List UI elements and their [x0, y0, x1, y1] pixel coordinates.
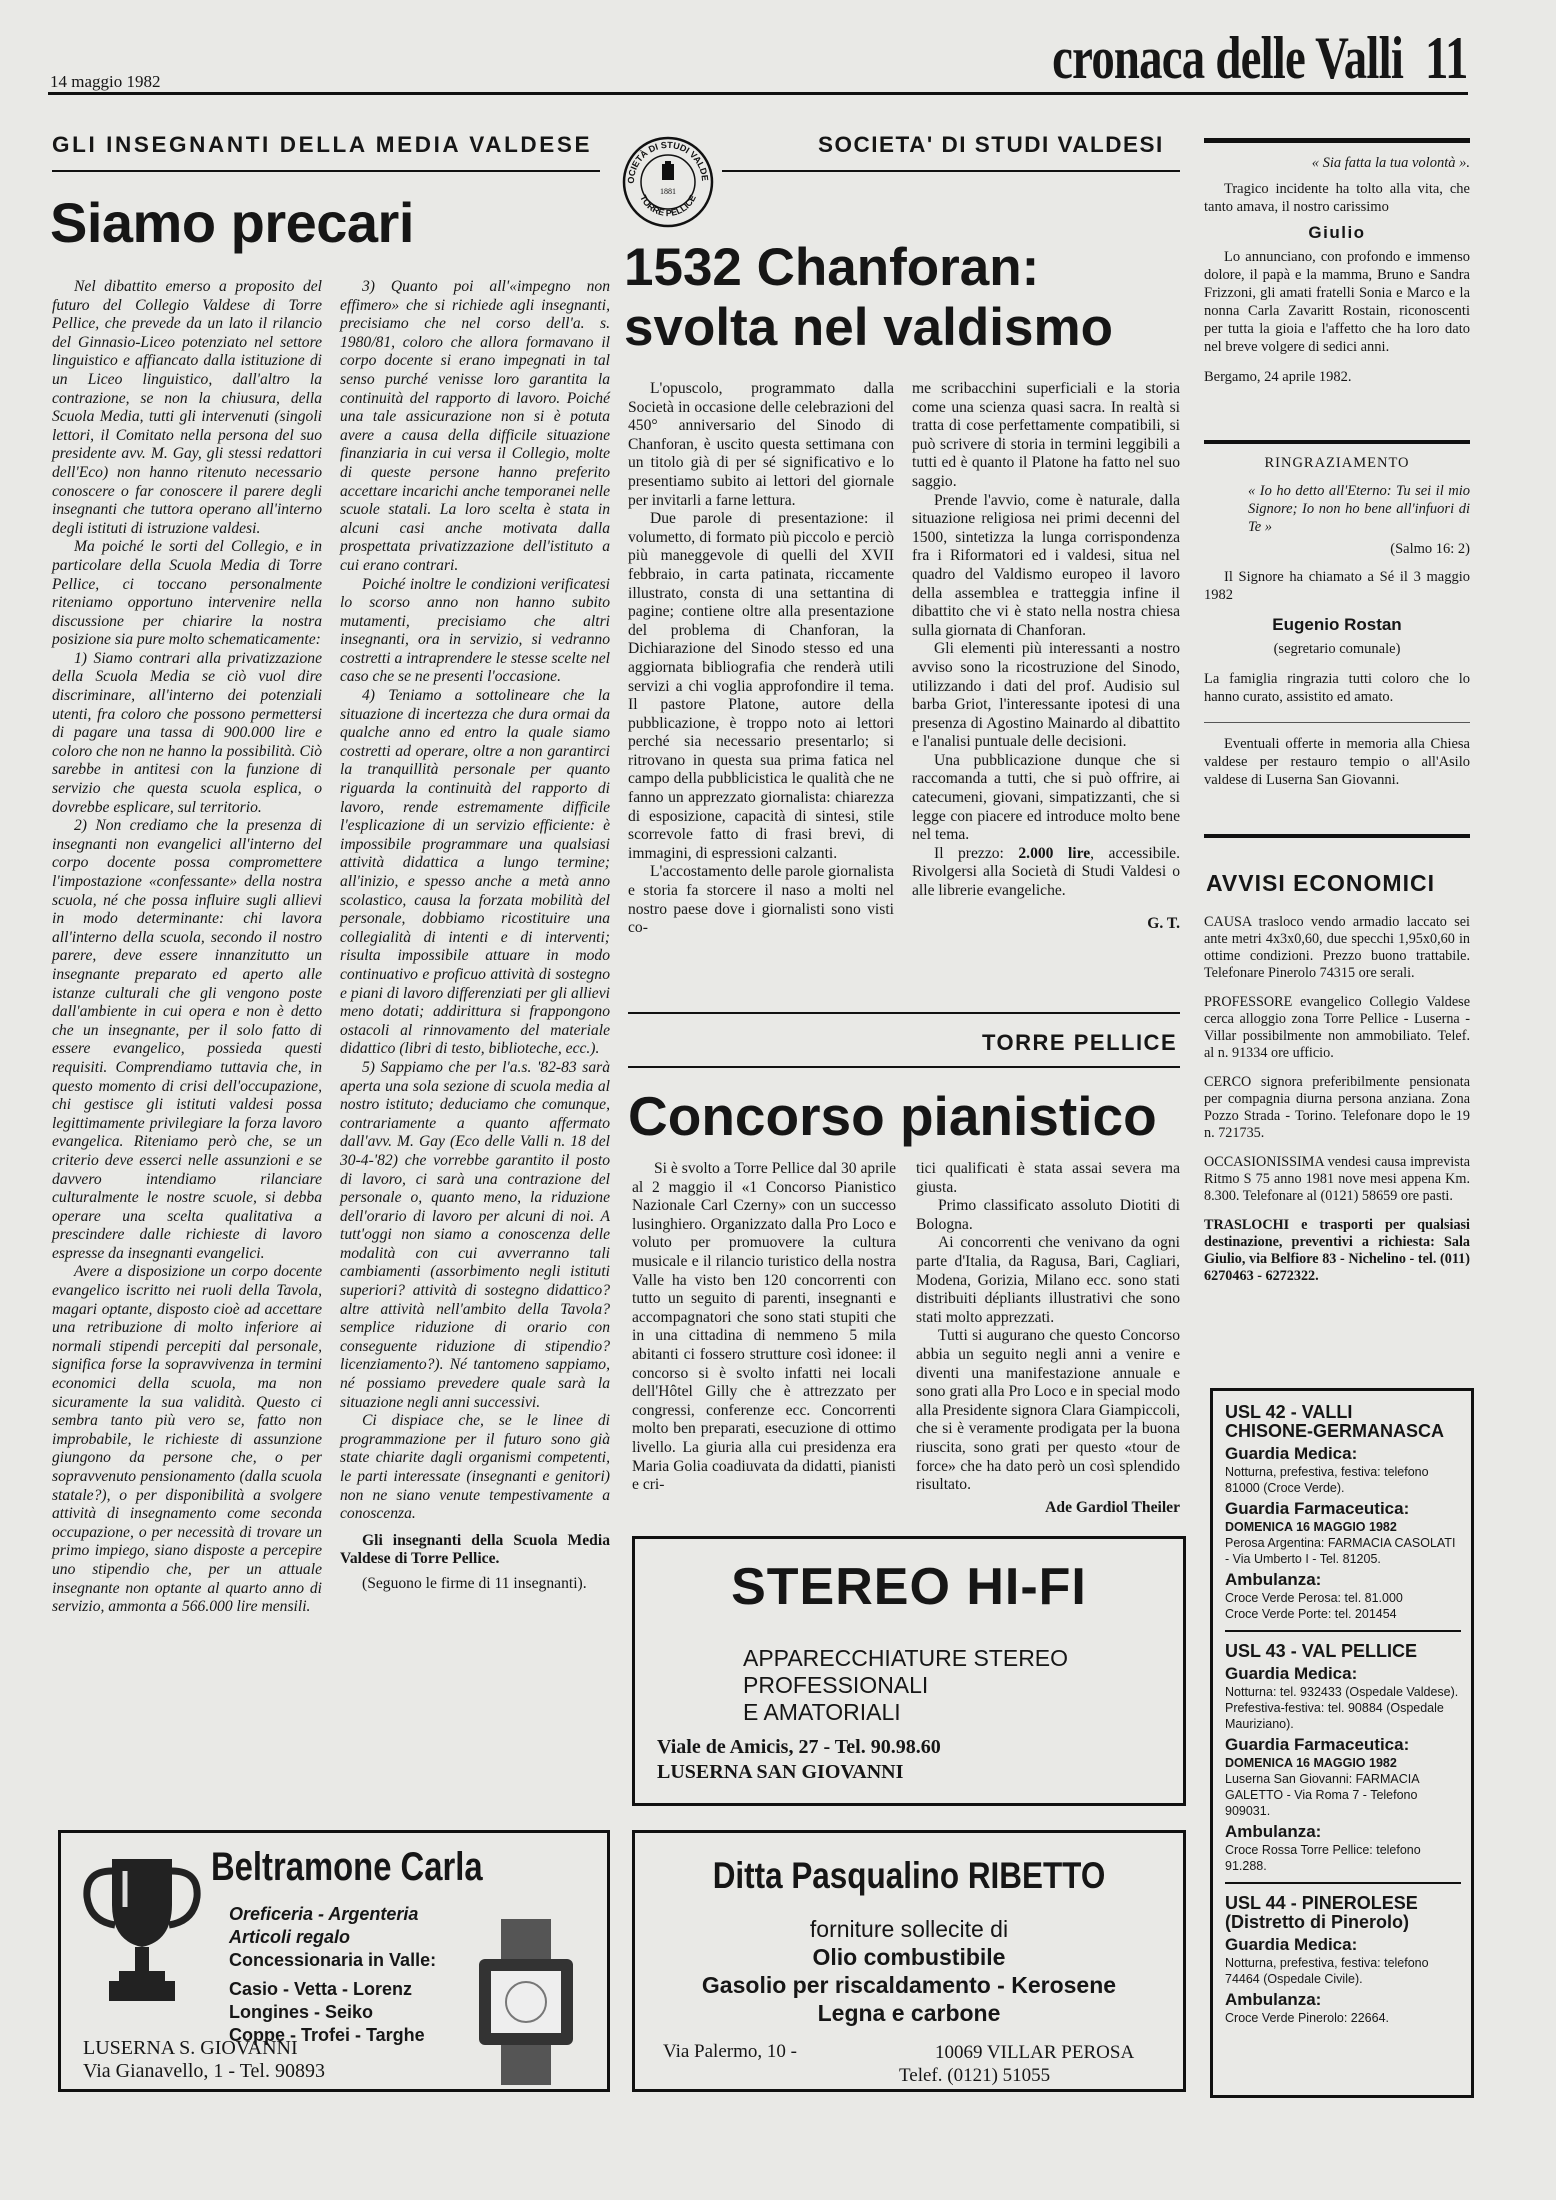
art1-kicker-rule: [52, 170, 600, 172]
art1-kicker: GLI INSEGNANTI DELLA MEDIA VALDESE: [52, 132, 593, 157]
paragraph: Nel dibattito emerso a proposito del futuro del Collegio Valdese di Torre Pellice, che prevede da un lato il rilancio del Ginnasio-Liceo potenziato nel settore linguistico e affiancato dalla istituzione di un Liceo linguistico, dall'altro la contrazione, se non la chiusura, della Scuola Media, tutti gli intervenuti (singoli lettori, il Comitato nella persona del suo presidente avv. M. Gay, gli stessi redattori dell'Eco) non hanno ritenuto necessario conoscere o far conoscere il parere degli insegnanti che tuttora operano all'interno degli istituti di istruzione valdesi.: [52, 278, 322, 537]
obit2-ref: (Salmo 16: 2): [1390, 541, 1470, 557]
art1-signature-note: (Seguono le firme di 11 insegnanti).: [362, 1574, 587, 1592]
ad-stereo-address-block: [657, 1735, 941, 1785]
ad-stereo-line: PROFESSIONALI: [743, 1672, 929, 1698]
society-seal: [622, 136, 714, 228]
usl-title: USL 43 - VAL PELLICE: [1225, 1641, 1418, 1661]
obit1-place-date: Bergamo, 24 aprile 1982.: [1204, 369, 1352, 385]
usl-heading: Guardia Farmaceutica:: [1225, 1499, 1410, 1518]
paragraph: me scribacchini superficiali e la storia come una scienza quasi sacra. In realtà si tratta di cose perfettamente compatibili, si può scrivere di storia in termini leggibili a tutti ed è quanto il Platone ha fatto nel suo saggio.: [912, 380, 1180, 490]
usl-text: Croce Verde Pinerolo: 22664.: [1225, 2011, 1389, 2025]
ad-ribetto-line: forniture sollecite di: [809, 1916, 1009, 1942]
ad-beltramone-line: Oreficeria - Argenteria: [229, 1904, 419, 1924]
ad-beltramone-line: Articoli regalo: [229, 1927, 351, 1947]
paragraph: Prende l'avvio, come è naturale, dalla situazione religiosa nei primi decenni del 1500, sintetizza la lunga corrispondenza fra i Riformatori ed i valdesi, situa nel quadro del Valdismo europeo il lavoro della assemblea e tratteggia infine il dibattito che vi è stato nella nostra chiesa sulla giornata di Chanforan.: [912, 491, 1180, 639]
list-item: [1204, 994, 1470, 1062]
ad-stereo-address: Viale de Amicis, 27 - Tel. 90.98.60: [657, 1736, 941, 1758]
ad-stereo-lines: [743, 1645, 1068, 1726]
ad-stereo-line: APPARECCHIATURE STEREO: [743, 1645, 1069, 1671]
obit2-text: Il Signore ha chiamato a Sé il 3 maggio 1982: [1204, 569, 1470, 603]
obit-top-rule: [1204, 138, 1470, 143]
classified-key: CERCO: [1204, 1074, 1252, 1090]
ad-beltramone-line: Concessionaria in Valle:: [229, 1950, 437, 1970]
list-item: [1204, 1154, 1470, 1205]
price-text: , accessibile. Rivolgersi alla Società di Studi Valdesi o alle librerie evangeliche.: [912, 844, 1180, 900]
paragraph: Ma poiché le sorti del Collegio, e in particolare della Scuola Media di Torre Pellice, ci toccano personalmente riteniamo opportuno intervenire nella discussione per chiarire la nostra posizione sia pure molto schematicamente:: [52, 538, 322, 649]
trophy-icon: [77, 1849, 207, 2009]
svg-text:TORRE PELLICE: [638, 193, 698, 218]
usl-heading: Guardia Medica:: [1225, 1444, 1358, 1463]
obit1-quote: « Sia fatta la tua volontà ».: [1311, 155, 1470, 171]
list-item: [1204, 1217, 1470, 1285]
price-paragraph: [912, 845, 1180, 901]
paragraph: L'opuscolo, programmato dalla Società in occasione delle celebrazioni del 450° anniversario del Sinodo di Chanforan, è uscito questa settimana con un titolo già di per sé significativo e lo presentiamo subito ai lettori del giornale per invitarli a farne lettura.: [628, 380, 894, 509]
obit2-text3: Eventuali offerte in memoria alla Chiesa valdese per restauro tempio o all'Asilo valdese di Luserna San Giovanni.: [1204, 736, 1470, 788]
ad-beltramone-title: Beltramone Carla: [211, 1845, 483, 1889]
art3-top-rule: [628, 1012, 1180, 1014]
ad-beltramone-lines: [229, 1903, 436, 2047]
usl-text: Prefestiva-festiva: tel. 90884 (Ospedale Mauriziano).: [1225, 1701, 1444, 1731]
classified-key: CAUSA: [1204, 914, 1252, 930]
obit-separator: [1204, 440, 1470, 444]
usl-text: Notturna, prefestiva, festiva: telefono 81000 (Croce Verde).: [1225, 1465, 1429, 1495]
usl-text: Luserna San Giovanni: FARMACIA GALETTO - Via Roma 7 - Telefono 909031.: [1225, 1772, 1419, 1818]
paragraph: 3) Quanto poi all'«impegno non effimero» che si richiede agli insegnanti, precisiamo che nel corso dell'a. s. 1980/81, coloro che allora formavano il corpo docente si erano impegnati in tal senso purché venisse loro garantita la continuità del rapporto di lavoro. Poiché una tale assicurazione non si è potuta avere a causa della difficile situazione finanziaria in cui versa il Collegio, molte di queste persone hanno preferito accettare incarichi anche temporanei nelle scuole statali. La loro scelta è stata in alcuni casi anche motivata dalla prospettata privatizzazione dell'istituto a cui erano contrari.: [340, 278, 610, 574]
usl-heading: Guardia Medica:: [1225, 1664, 1358, 1683]
paragraph: Poiché inoltre le condizioni verificatesi lo scorso anno non hanno subito mutamenti, precisiamo che altri insegnanti, ora in servizio, si vedranno costretti a intraprendere le stesse scelte nel caso che se ne presenti l'occasione.: [340, 575, 610, 686]
ad-ribetto-line: Olio combustibile: [812, 1944, 1006, 1970]
ad-ribetto-contact: [899, 2041, 1135, 2087]
obit1-name: Giulio: [1308, 223, 1366, 242]
usl-title: (Distretto di Pinerolo): [1225, 1912, 1409, 1932]
usl-title: USL 44 - PINEROLESE: [1225, 1893, 1418, 1913]
usl-text: Notturna: tel. 932433 (Ospedale Valdese).: [1225, 1685, 1459, 1699]
obit2-heading: RINGRAZIAMENTO: [1264, 455, 1410, 471]
seal-top-text: OCIETÀ DI STUDI VALDE: [625, 139, 711, 184]
ad-ribetto-line: Legna e carbone: [817, 2000, 1001, 2026]
paragraph: 5) Sappiamo che per l'a.s. '82-83 sarà aperta una sola sezione di scuola media al nostro istituto; deduciamo che comunque, contrariamente a quanto affermato dall'avv. M. Gay (Eco delle Valli n. 18 del 30-4-'82) che vorrebbe garantito il posto di lavoro, ci sarà una contrazione del personale o, quanto meno, la riduzione dell'orario di lavoro per alcuni di noi. A tutt'oggi non siamo a conoscenza delle modalità con cui avverranno tali cambiamenti (assorbimento negli istituti superiori? attività di sostegno didattico? altre attività nell'ambito della Tavola? semplice riduzione di orario con conseguente riduzione di stipendio? licenziamento?). Né tantomeno sappiamo, né possiamo prevedere quale sarà la situazione negli anni successivi.: [340, 1058, 610, 1411]
ad-ribetto-line: Gasolio per riscaldamento - Kerosene: [701, 1972, 1117, 1998]
art2-title: [624, 238, 1113, 358]
art3-col1: [632, 1160, 896, 1495]
ad-beltramone-town: LUSERNA S. GIOVANNI: [83, 2037, 298, 2059]
classified-text: signora preferibilmente pensionata per compagnia diurna persona anziana. Zona Pozzo Strada - Torino. Telefonare dopo le 19 n. 721735.: [1204, 1074, 1471, 1141]
ad-ribetto-phone: Telef. (0121) 51055: [899, 2065, 1051, 2086]
seal-year: 1881: [660, 187, 676, 196]
usl-date: DOMENICA 16 MAGGIO 1982: [1225, 1756, 1397, 1770]
masthead-title: cronaca delle Valli: [1052, 25, 1404, 91]
usl-heading: Ambulanza:: [1225, 1990, 1322, 2009]
issue-date: 14 maggio 1982: [50, 72, 161, 91]
paragraph: tici qualificati è stata assai severa ma giusta.: [916, 1160, 1180, 1196]
ad-stereo-title: STEREO HI-FI: [731, 1558, 1087, 1616]
art1-col2: [340, 278, 610, 1594]
classifieds-heading: AVVISI ECONOMICI: [1206, 870, 1435, 896]
art3-kicker-rule: [628, 1066, 1180, 1068]
art2-col1: [628, 380, 894, 938]
art1-col1: [52, 278, 322, 1617]
art1-title: Siamo precari: [50, 191, 414, 254]
obit2-name: Eugenio Rostan: [1272, 615, 1402, 634]
art2-col2: [912, 380, 1180, 933]
classifieds-list: [1204, 914, 1470, 1285]
ad-ribetto-title: Ditta Pasqualino RIBETTO: [712, 1855, 1106, 1896]
ad-beltramone-address: Via Gianavello, 1 - Tel. 90893: [83, 2060, 325, 2082]
art3-signature: Ade Gardiol Theiler: [1045, 1498, 1180, 1516]
ad-stereo-town: LUSERNA SAN GIOVANNI: [657, 1761, 904, 1783]
art3-col2: [916, 1160, 1180, 1517]
ad-beltramone-line: Casio - Vetta - Lorenz: [229, 1979, 413, 1999]
classified-text: e trasporti per qualsiasi destinazione, preventivi a richiesta: Sala Giulio, via Belfiore 83 - Nichelino - tel. (011) 6270463 - 6272322.: [1204, 1217, 1471, 1284]
usl-heading: Ambulanza:: [1225, 1570, 1322, 1589]
seal-bottom-text: TORRE PELLICE: [638, 193, 698, 219]
obit2-text2: La famiglia ringrazia tutti coloro che lo hanno curato, assistito ed amato.: [1204, 671, 1470, 705]
classified-text: trasloco vendo armadio laccato sei ante metri 4x3x0,60, due specchi 1,95x0,60 in ottime condizioni. Prezzo buono trattabile. Telefonare Pinerolo 74315 ore serali.: [1204, 914, 1470, 981]
obit2-rule: [1204, 722, 1470, 723]
obit2-quote: « Io ho detto all'Eterno: Tu sei il mio Signore; Io non ho bene all'infuori di Te »: [1248, 483, 1470, 535]
paragraph: Avere a disposizione un corpo docente evangelico iscritto nei ruoli della Tavola, magari optante, disposto cioè ad accettare una retribuzione di molto inferiore ai normali stipendi percepiti dal personale, significa forse la sopravvivenza in termini economici della scuola, ma non sicuramente la sua validità. Questo ci sembra tanto più vero se, fatto non improbabile, le richieste di assunzione giungono da persone che, o per sopravvenuto pensionamento (dalla scuola statale?), o per disponibilità a svolgere attività di insegnamento come seconda occupazione, o per necessità di trovare un primo impiego, siano disposte a percepire uno stipendio che, per un attuale insegnante non optante al quarto anno di servizio, ammonta a 566.000 lire mensili.: [52, 1263, 322, 1616]
art3-kicker: TORRE PELLICE: [982, 1030, 1178, 1055]
paragraph: Gli elementi più interessanti a nostro avviso sono la ricostruzione del Sinodo, utilizzando i dati del prof. Audisio sul barba Griot, l'interessante ipotesi di una presenza di Agostino Mainardo al dibattito e l'analisi puntuale delle decisioni.: [912, 640, 1180, 751]
usl-42: [1225, 1403, 1461, 1622]
ad-stereo-line: E AMATORIALI: [743, 1699, 901, 1725]
usl-separator: [1225, 1630, 1461, 1632]
price-label: Il prezzo:: [934, 844, 1019, 862]
usl-text: Croce Verde Perosa: tel. 81.000: [1225, 1591, 1403, 1605]
usl-text: Perosa Argentina: FARMACIA CASOLATI - Via Umberto I - Tel. 81205.: [1225, 1536, 1456, 1566]
usl-services-box: [1210, 1388, 1474, 2098]
obit1-text: Tragico incidente ha tolto alla vita, che tanto amava, il nostro carissimo: [1204, 181, 1470, 215]
paragraph: Tutti si augurano che questo Concorso abbia un seguito negli anni a venire e diventi una manifestazione annuale e sono grati alla Pro Loco e in special modo alla Presidente signora Clara Giampiccoli, che si è veramente prodigata per la buona riuscita, sono grati per questo «tour de force» che ha dato però un così splendido risultato.: [916, 1327, 1180, 1494]
usl-44: [1225, 1894, 1461, 2026]
classified-text: vendesi causa imprevista Ritmo S 75 anno 1981 nove mesi appena Km. 8.300. Telefonare al (0121) 58659 ore pasti.: [1204, 1154, 1471, 1204]
art2-title-line2: svolta nel valdismo: [624, 298, 1113, 357]
obituary-giulio: [1204, 154, 1470, 386]
usl-text: Croce Verde Porte: tel. 201454: [1225, 1607, 1397, 1621]
obit2-role: (segretario comunale): [1273, 641, 1401, 657]
price-value: 2.000 lire: [1018, 844, 1091, 862]
classifieds-top-rule: [1204, 834, 1470, 838]
obituary-rostan: [1204, 454, 1470, 789]
classified-key: PROFESSORE: [1204, 994, 1293, 1010]
obit1-text2: Lo annunciano, con profondo e immenso dolore, il papà e la mamma, Bruno e Sandra Frizzoni, gli amati fratelli Sonia e Marco e la nonna Carla Zavaritt Rostain, riconoscenti per tutta la gioia e l'affetto che ha loro dato nel breve volgere di sedici anni.: [1204, 249, 1470, 355]
ad-beltramone-line: Coppe - Trofei - Targhe: [229, 2025, 425, 2045]
ad-beltramone-address-block: [83, 2037, 325, 2083]
classified-key: TRASLOCHI: [1204, 1217, 1290, 1233]
usl-heading: Ambulanza:: [1225, 1822, 1322, 1841]
paragraph: Una pubblicazione dunque che si raccomanda a tutti, che si può offrire, ai catecumeni, giovani, simpatizzanti, che si legge con piacere ed introduce molto bene nel tema.: [912, 751, 1180, 844]
usl-title: CHISONE-GERMANASCA: [1225, 1421, 1445, 1441]
ad-ribetto-town: 10069 VILLAR PEROSA: [935, 2042, 1135, 2063]
usl-text: Notturna, prefestiva, festiva: telefono 74464 (Ospedale Civile).: [1225, 1956, 1429, 1986]
usl-heading: Guardia Farmaceutica:: [1225, 1735, 1410, 1754]
watch-icon: [471, 1919, 581, 2085]
usl-separator: [1225, 1882, 1461, 1884]
ad-beltramone: [58, 1830, 610, 2092]
usl-text: Croce Rossa Torre Pellice: telefono 91.288.: [1225, 1843, 1421, 1873]
usl-date: DOMENICA 16 MAGGIO 1982: [1225, 1520, 1397, 1534]
ad-ribetto-lines: [635, 1915, 1183, 2027]
seal-icon: [622, 136, 714, 228]
paragraph: Primo classificato assoluto Diotiti di Bologna.: [916, 1197, 1180, 1233]
art2-title-line1: 1532 Chanforan:: [624, 238, 1040, 297]
ad-ribetto-address: Via Palermo, 10 -: [663, 2041, 797, 2062]
list-item: [1204, 914, 1470, 982]
art3-title: Concorso pianistico: [628, 1085, 1157, 1147]
paragraph: Ai concorrenti che venivano da ogni parte d'Italia, da Ragusa, Bari, Cagliari, Modena, Gorizia, Milano ecc. sono stati distribuiti dépliants illustrativi che sono stati molto apprezzati.: [916, 1234, 1180, 1326]
art2-kicker-rule: [722, 170, 1180, 172]
paragraph: Ci dispiace che, se le linee di programmazione per il futuro sono già state chiarite dagli organismi competenti, le parti interessate (insegnanti e genitori) non ne siano venute tempestivamente a conoscenza.: [340, 1412, 610, 1523]
list-item: [1204, 1074, 1470, 1142]
paragraph: 2) Non crediamo che la presenza di insegnanti non evangelici all'interno del corpo docente possa compromettere l'impostazione «confessante» della nostra scuola, né che possa influire sugli allievi in modo determinante: chi lavora all'interno della scuola, secondo il nostro parere, deve essere innanzitutto un insegnante preparato ed aperto alle istanze culturali che gli vengono poste dall'ambiente in cui opera e non è detto che un insegnante, per il solo fatto di essere evangelico, possieda questi requisiti. Comprendiamo tuttavia che, in questo momento di crisi dell'occupazione, chi gestisce gli istituti valdesi possa legittimamente privilegiare la forza lavoro evangelica. Riteniamo però che, se un criterio deve esserci nelle assunzioni e se davvero intendiamo rilanciare culturalmente le nostre scuole, si debba operare una scelta qualitativa a prescindere dalle richieste di lavoro espresse da insegnanti evangelici.: [52, 817, 322, 1262]
ad-stereo: [632, 1536, 1186, 1806]
paragraph: 4) Teniamo a sottolineare che la situazione di incertezza che dura ormai da qualche anno ed entro la quale siamo costretti ad operare, oltre a non garantirci la tranquillità personale per quanto riguarda la continuità del rapporto di lavoro, rende estremamente difficile l'esplicazione di un servizio efficiente: è impossibile programmare una qualsiasi attività didattica a lungo termine; all'inizio, e spesso anche a metà anno scolastico, causa la forzata mobilità del personale, dobbiamo ricostituire una collegialità di intenti e di interventi; risulta impossibile attuare in modo continuativo e proficuo attività di sostegno e piani di lavoro differenziati per gli allievi meno dotati; addirittura si frappongono ostacoli al rinnovamento del materiale didattico (libri di testo, biblioteche, ecc.).: [340, 687, 610, 1058]
usl-heading: Guardia Medica:: [1225, 1935, 1358, 1954]
paragraph: 1) Siamo contrari alla privatizzazione della Scuola Media se ciò vuol dire discriminare, all'interno dei potenziali utenti, fra coloro che possono permettersi di pagare una tassa di 900.000 lire e coloro che non ne hanno la possibilità. Ciò sarebbe in antitesi con la funzione di servizio che questa scuola esplica, o dovrebbe esplicare, sul territorio.: [52, 649, 322, 816]
art2-kicker: SOCIETA' DI STUDI VALDESI: [818, 132, 1164, 157]
usl-43: [1225, 1642, 1461, 1874]
masthead: [1053, 24, 1468, 93]
paragraph: L'accostamento delle parole giornalista e storia fa storcere il naso a molti nel nostro paese dove i giornalisti sono visti co-: [628, 863, 894, 937]
ad-ribetto: [632, 1830, 1186, 2092]
ad-beltramone-line: Longines - Seiko: [229, 2002, 374, 2022]
header-rule: [48, 92, 1468, 95]
paragraph: Due parole di presentazione: il volumetto, di formato più piccolo e perciò più maneggevole di quelli del XVII febbraio, in carta patinata, riccamente illustrato, consta di una settantina di pagine; contiene oltre alla presentazione del problema di Chanforan, la Dichiarazione del Sinodo stesso ed una aggiornata bibliografia che renderà utili servizi a chi voglia approfondire il tema. Il pastore Platone, autore della pubblicazione, è troppo noto ai lettori perché sia necessario presentarlo; si ritrovano in questa sua prima fatica nel campo della pubblicistica le qualità che ne fanno un apprezzato giornalista: chiarezza di esposizione, capacità di sintesi, stile scorrevole fatto di frasi brevi, di immagini, di espressioni calzanti.: [628, 510, 894, 862]
art1-signature: Gli insegnanti della Scuola Media Valdese di Torre Pellice.: [340, 1531, 610, 1568]
usl-title: USL 42 - VALLI: [1225, 1402, 1353, 1422]
classified-text: evangelico Collegio Valdese cerca alloggio zona Torre Pellice - Luserna - Villar possibilmente non ammobiliato. Telef. al n. 91334 ore ufficio.: [1204, 994, 1470, 1061]
classified-key: OCCASIONISSIMA: [1204, 1154, 1324, 1170]
page-number: 11: [1425, 25, 1468, 91]
art2-signature: G. T.: [1147, 914, 1180, 932]
paragraph: Si è svolto a Torre Pellice dal 30 aprile al 2 maggio il «1 Concorso Pianistico Nazionale Carl Czerny» con un successo lusinghiero. Organizzato dalla Pro Loco e voluto per promuovere la cultura musicale e il rilancio turistico della nostra Valle ha visto ben 120 concorrenti con tutto un seguito di parenti, insegnanti e accompagnatori che sono stati stupiti che in una cittadina di nemmeno 5 mila abitanti ci fossero strutture così idonee: il concorso si è svolto infatti nei locali dell'Hôtel Gilly che è attrezzato per congressi, conferenze ecc. Concorrenti molto ben preparati, esecuzione di ottimo livello. La giuria alla cui presidenza era Maria Golia coadiuvata da didatti, pianisti e cri-: [632, 1160, 896, 1494]
